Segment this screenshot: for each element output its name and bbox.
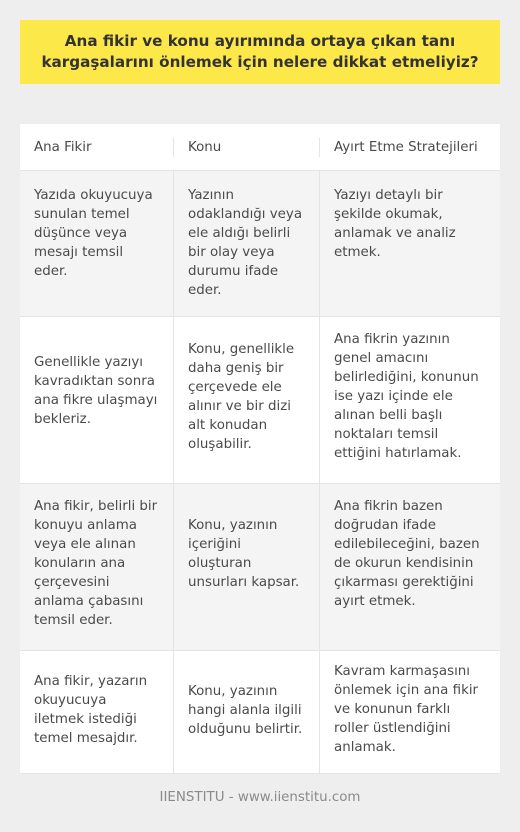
header-ana-fikir: Ana Fikir (20, 138, 174, 157)
cell-strateji: Yazıyı detaylı bir şekilde okumak, anlamak ve analiz etmek. (334, 188, 456, 260)
cell-konu: Konu, yazının hangi alanla ilgili olduğunu belirtir. (174, 651, 320, 773)
table-header-row (20, 124, 500, 171)
cell-konu: Konu, genellikle daha geniş bir çerçevede ele alınır ve bir dizi alt konudan oluşabilir. (174, 317, 320, 483)
footer-credit: IIENSTITU - www.iienstitu.com (159, 790, 361, 805)
cell-konu: Yazının odaklandığı veya ele aldığı belirli bir olay veya durumu ifade eder. (174, 171, 320, 316)
comparison-table (20, 124, 500, 774)
cell-konu: Konu, yazının içeriğini oluşturan unsurları kapsar. (174, 484, 320, 650)
cell-strateji: Ana fikrin yazının genel amacını belirlediğini, konunun ise yazı içinde ele alınan belli başlı noktaları temsil ettiğini hatırlamak. (334, 332, 479, 461)
table-row (20, 317, 500, 484)
header-stratejiler: Ayırt Etme Stratejileri (334, 139, 478, 155)
table-row (20, 651, 500, 774)
cell-ana-fikir: Ana fikir, belirli bir konuyu anlama veya ele alınan konuların ana çerçevesini anlama çabasını temsil eder. (20, 484, 174, 650)
page-title: Ana fikir ve konu ayırımında ortaya çıkan tanı kargaşalarını önlemek için nelere dikkat etmeliyiz? (41, 32, 479, 71)
cell-strateji: Ana fikrin bazen doğrudan ifade edilebileceğini, bazen de okurun kendisinin çıkarması gerektiğini ayırt etmek. (334, 499, 480, 609)
header-konu: Konu (174, 138, 320, 157)
table-row (20, 171, 500, 317)
cell-ana-fikir: Genellikle yazıyı kavradıktan sonra ana fikre ulaşmayı bekleriz. (20, 317, 174, 483)
cell-ana-fikir: Yazıda okuyucuya sunulan temel düşünce veya mesajı temsil eder. (20, 171, 174, 316)
title-banner (20, 20, 500, 84)
cell-strateji: Kavram karmaşasını önlemek için ana fikir ve konunun farklı roller üstlendiğini anlamak. (334, 664, 479, 755)
cell-ana-fikir: Ana fikir, yazarın okuyucuya iletmek istediği temel mesajdır. (20, 651, 174, 773)
table-row (20, 484, 500, 651)
